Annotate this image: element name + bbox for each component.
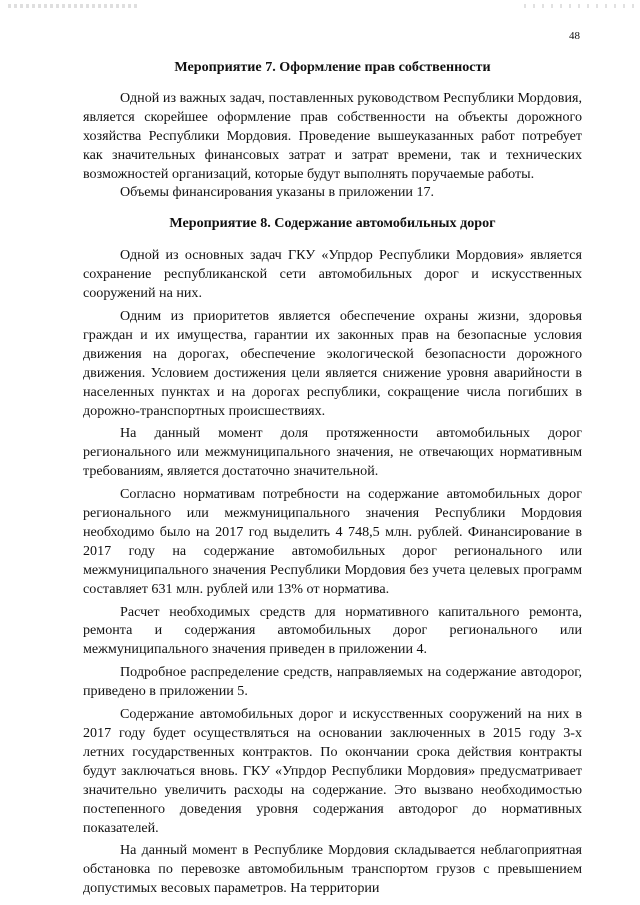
- paragraph: Одним из приоритетов является обеспечение охраны жизни, здоровья граждан и их имущества, гарантии их законных прав на безопасные условия движения на дорогах, обеспечение экологической безопасности дорожного движения. Условием достижения цели является снижение уровня аварийности в населенных пунктах и на дорогах республики, сокращение числа погибших в дорожно-транспортных происшествиях.: [83, 307, 582, 419]
- paragraph: На данный момент доля протяженности автомобильных дорог регионального или межмуниципального значения, не отвечающих нормативным требованиям, является достаточно значительной.: [83, 425, 582, 480]
- paragraph: Содержание автомобильных дорог и искусственных сооружений на них в 2017 году будет осуществляться на основании заключенных в 2015 году 3-х летних государственных контрактов. По окончании срока действия контракты будут заключаться вновь. ГКУ «Упрдор Республики Мордовия» предусматривает значительно увеличить расходы на содержание. Это вызвано необходимостью постепенного доведения уровня содержания автодорог до нормативных показателей.: [83, 706, 582, 836]
- paragraph: Расчет необходимых средств для нормативного капитального ремонта, ремонта и содержания автомобильных дорог регионального или межмуниципального значения приведен в приложении 4.: [83, 603, 582, 658]
- paragraph: Одной из основных задач ГКУ «Упрдор Республики Мордовия» является сохранение республиканской сети автомобильных дорог и искусственных сооружений на них.: [83, 247, 582, 302]
- section-heading-8: Мероприятие 8. Содержание автомобильных дорог: [169, 215, 496, 232]
- paragraph: Объемы финансирования указаны в приложении 17.: [120, 184, 435, 201]
- document-body: [83, 54, 582, 898]
- section-heading-7: Мероприятие 7. Оформление прав собственности: [174, 59, 491, 75]
- paragraph: Согласно нормативам потребности на содержание автомобильных дорог регионального или межмуниципального значения Республики Мордовия необходимо было на 2017 год выделить 4 748,5 млн. рублей. Финансирование в 2017 году на содержание автомобильных дорог регионального или межмуниципального значения Республики Мордовия без учета целевых программ составляет 631 млн. рублей или 13% от норматива.: [83, 486, 582, 597]
- paragraph: На данный момент в Республике Мордовия складывается неблагоприятная обстановка по перевозке автомобильным транспортом грузов с превышением допустимых весовых параметров. На территории: [83, 842, 582, 897]
- scan-artifact-right: [524, 4, 634, 8]
- scan-artifact-left: [8, 4, 138, 8]
- page-number: 48: [569, 30, 580, 42]
- paragraph: Подробное распределение средств, направляемых на содержание автодорог, приведено в приложении 5.: [83, 664, 582, 700]
- paragraph: Одной из важных задач, поставленных руководством Республики Мордовия, является скорейшее оформление прав собственности на объекты дорожного хозяйства Республики Мордовия. Проведение вышеуказанных работ потребует как значительных финансовых затрат и затрат времени, так и технических возможностей организаций, которые будут выполнять поручаемые работы.: [83, 89, 582, 182]
